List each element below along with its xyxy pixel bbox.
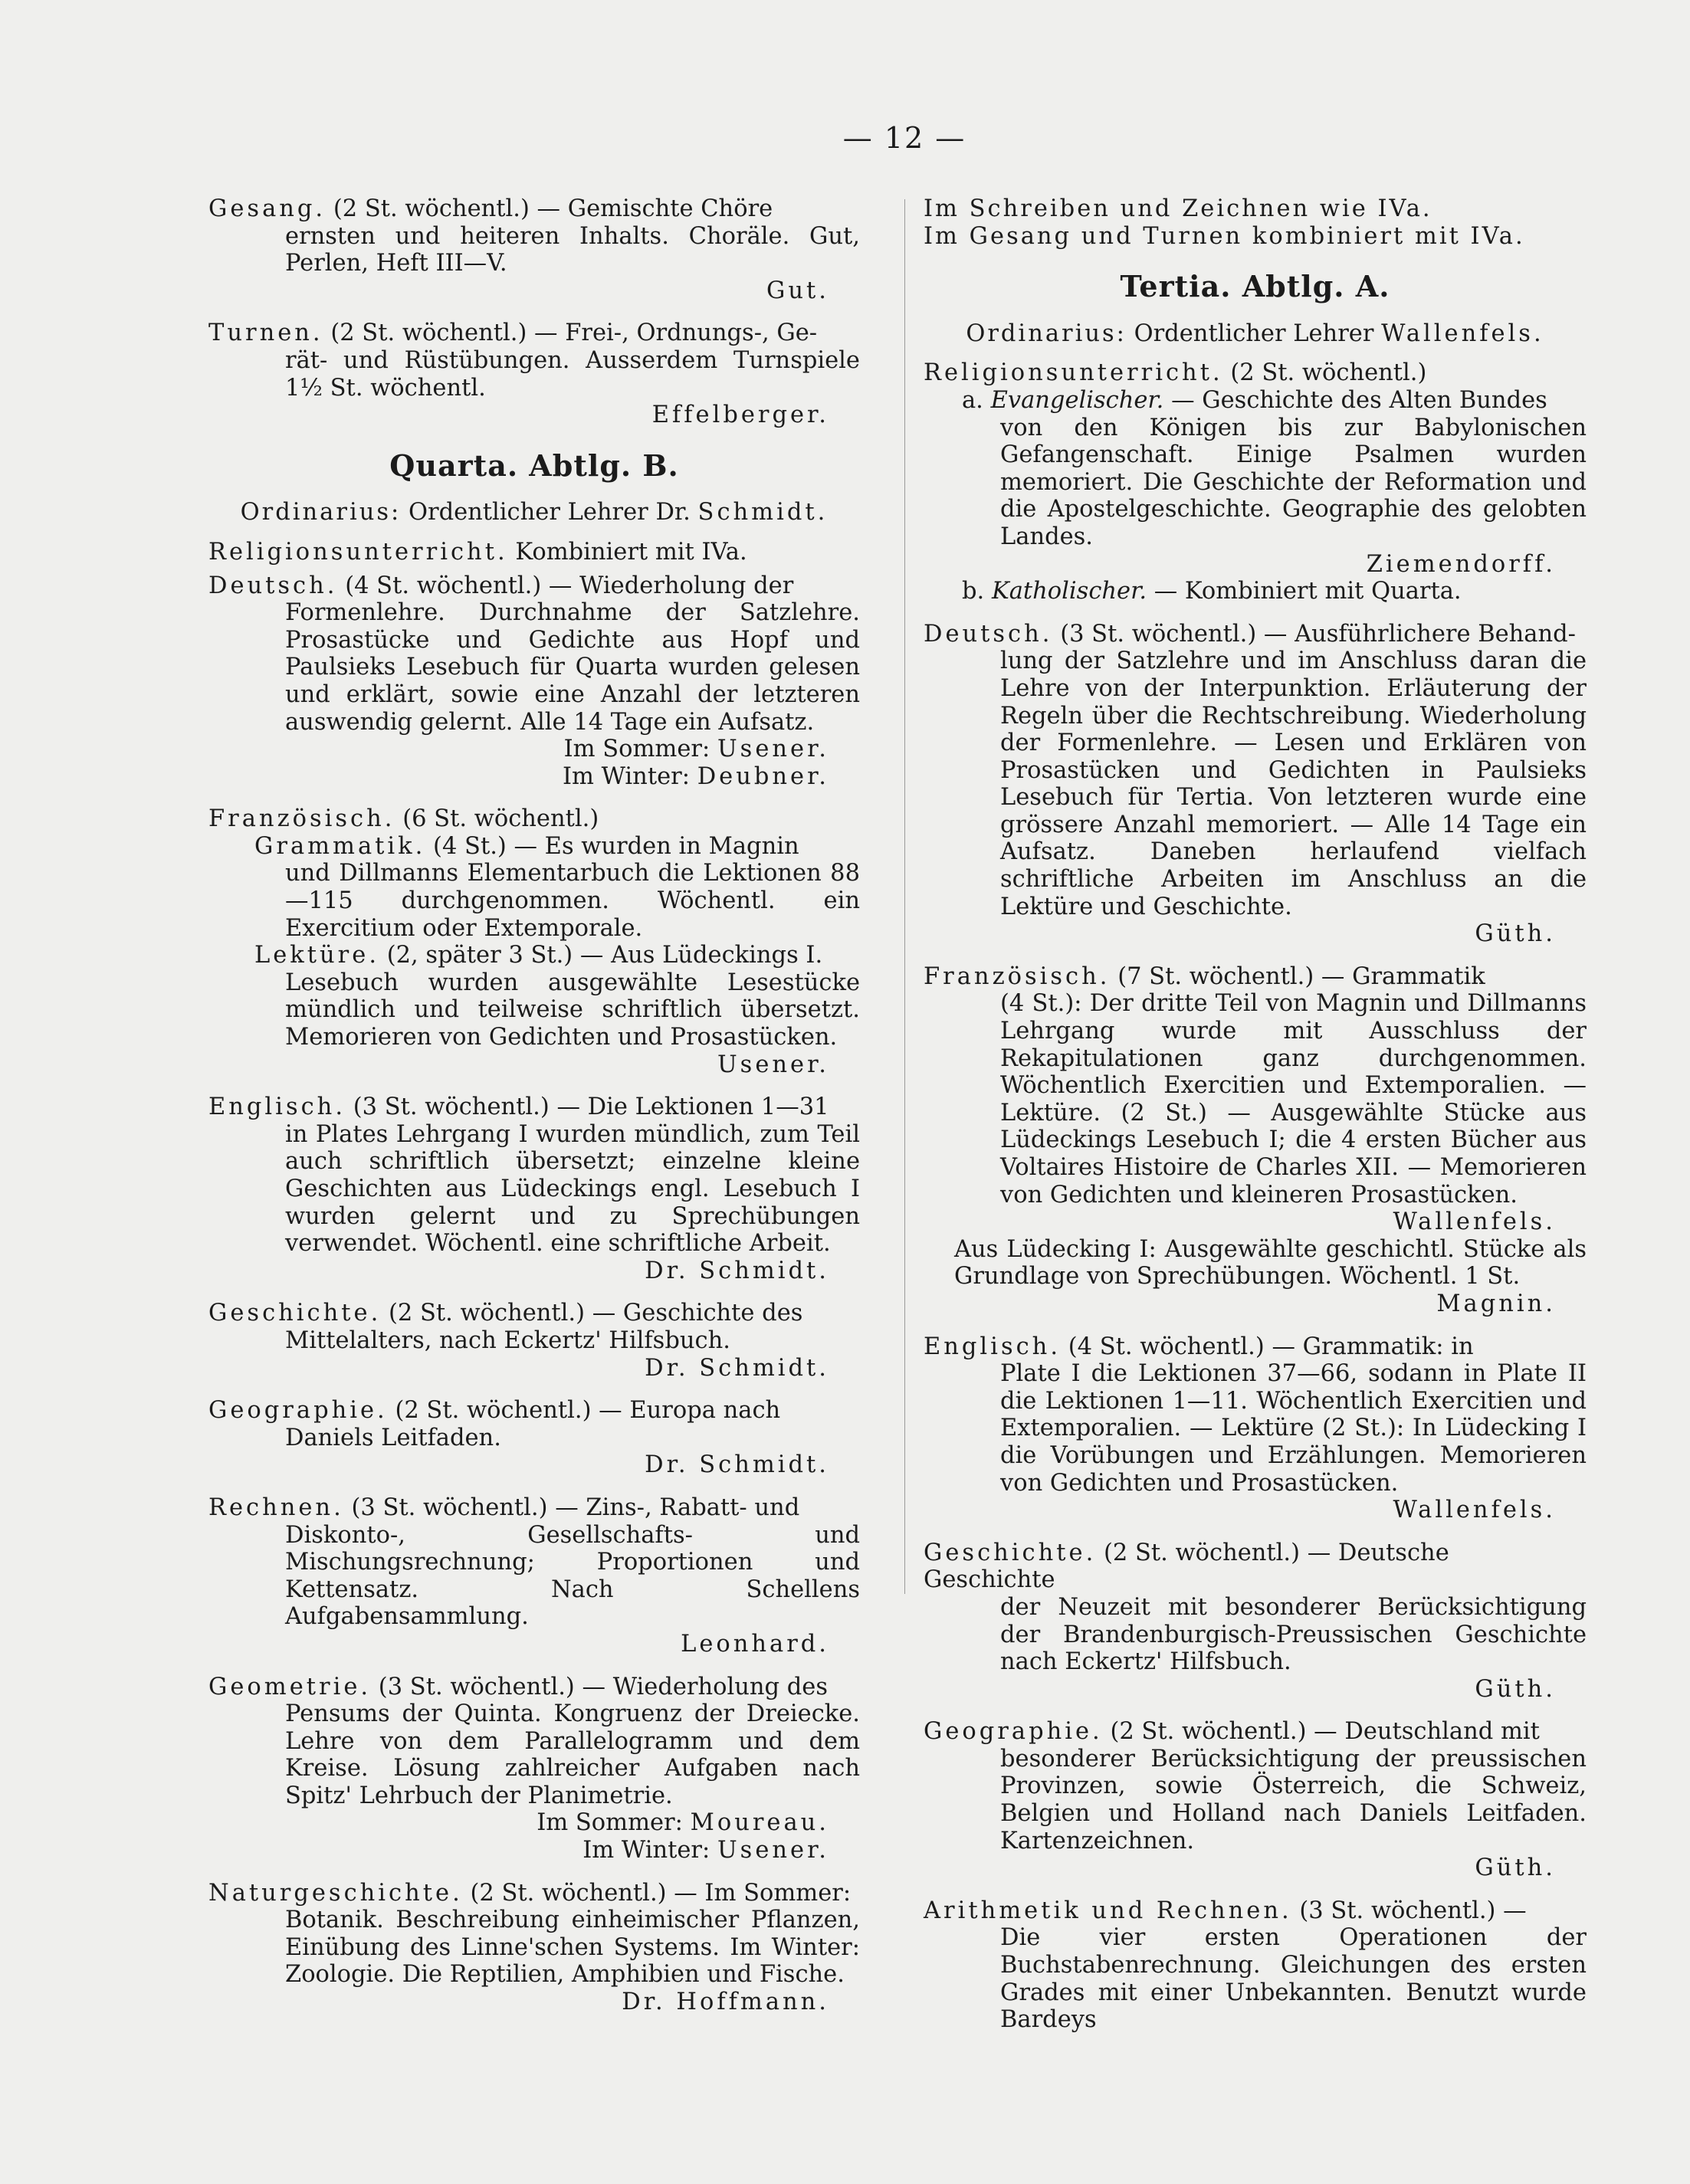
subject-rechnen: [208, 1494, 860, 1658]
teacher-name: Magnin.: [1436, 1290, 1556, 1317]
subject-body: Pensums der Quinta. Kongruenz der Dreiecke. Lehre von dem Parallelogramm und dem Kreise. Lösung zahlreicher Aufgaben nach Spitz' Lehrbuch der Planimetrie.: [285, 1700, 860, 1809]
franzoesisch-grammatik: [208, 833, 860, 942]
ordinarius-line: [208, 499, 860, 526]
subject-label: Geographie.: [924, 1718, 1103, 1746]
term-label: Im Sommer:: [537, 1809, 683, 1837]
subject-label: Geographie.: [208, 1397, 388, 1425]
subject-label: Französisch.: [208, 805, 395, 833]
subject-first-line: (2 St. wöchentl.) — Deutsche Geschichte: [924, 1539, 1449, 1594]
column-divider: [904, 199, 905, 1594]
term-label: Im Winter:: [562, 762, 690, 790]
teacher-summer: [208, 1809, 860, 1837]
teacher-name: Moureau.: [690, 1809, 829, 1837]
teacher-name: Dr. Hoffmann.: [622, 1989, 829, 2016]
subject-first-line: (3 St. wöchentl.) —: [1299, 1897, 1527, 1924]
subject-body: (4 St.): Der dritte Teil von Magnin und Dillmanns Lehrgang wurde mit Ausschluss der Rekapitulationen ganz durchgenommen. Wöchentlich Exercitien und Extemporalien. — Lektüre. (2 St.) — Ausgewählte Stücke aus Lüdeckings Lesebuch I; die 4 ersten Bücher aus Voltaires Histoire de Charles XII. — Memorieren von Gedichten und kleineren Prosastücken.: [1000, 990, 1587, 1208]
subject-body: Die vier ersten Operationen der Buchstabenrechnung. Gleichungen des ersten Grades mit einer Unbekannten. Benutzt wurde Bardeys: [1000, 1924, 1587, 2034]
subject-first-line: (3 St. wöchentl.) — Zins-, Rabatt- und: [351, 1494, 800, 1521]
subject-turnen: [208, 320, 860, 428]
sub-label: Grammatik.: [254, 832, 426, 860]
subject-first-line: (2 St. wöchentl.) — Frei-, Ordnungs-, Ge-: [330, 320, 818, 347]
sub-body: Lesebuch wurden ausgewählte Lesestücke mündlich und teilweise schriftlich übersetzt. Memorieren von Gedichten und Prosastücken.: [285, 969, 860, 1051]
teacher-name: Dr. Schmidt.: [645, 1451, 829, 1479]
subject-body: besonderer Berücksichtigung der preussischen Provinzen, sowie Österreich, die Schweiz, Belgien und Holland nach Daniels Leitfaden. Kartenzeichnen.: [1000, 1745, 1587, 1854]
subject-first-line: (2 St. wöchentl.) — Im Sommer:: [470, 1879, 852, 1907]
sub-first-line: — Kombiniert mit Quarta.: [1153, 578, 1462, 605]
subject-first-line: (2 St. wöchentl.) — Geschichte des: [388, 1300, 803, 1327]
sub-first-line: (4 St.) — Es wurden in Magnin: [433, 832, 799, 860]
subject-body: Formenlehre. Durchnahme der Satzlehre. Prosastücke und Gedichte aus Hopf und Paulsieks Lesebuch für Quarta wurden gelesen und erklärt, sowie eine Anzahl der letzteren auswendig gelernt. Alle 14 Tage ein Aufsatz.: [285, 599, 860, 736]
subject-label: Französisch.: [924, 962, 1111, 990]
subject-religion: [924, 359, 1587, 605]
subject-first-line: (3 St. wöchentl.) — Wiederholung des: [378, 1673, 828, 1700]
teacher-winter: [208, 763, 860, 791]
subject-geographie: [924, 1718, 1587, 1882]
sub-body: von den Königen bis zur Babylonischen Gefangenschaft. Einige Psalmen wurden memoriert. Die Geschichte der Reformation und die Apostelgeschichte. Geographie des gelobten Landes.: [1000, 414, 1587, 550]
subject-body: in Plates Lehrgang I wurden mündlich, zum Teil auch schriftlich übersetzt; einzelne kleine Geschichten aus Lüdeckings engl. Lesebuch I wurden gelernt und zu Sprechübungen verwendet. Wöchentl. eine schriftliche Arbeit.: [285, 1120, 860, 1258]
subject-label: Geschichte.: [924, 1539, 1097, 1566]
teacher-name: Dr. Schmidt.: [645, 1257, 829, 1284]
subject-first-line: (4 St. wöchentl.) — Wiederholung der: [345, 572, 794, 599]
teacher-summer: [208, 736, 860, 763]
subject-label: Deutsch.: [924, 620, 1053, 648]
subject-body: Mittelalters, nach Eckertz' Hilfsbuch.: [285, 1326, 730, 1354]
subject-first-line: (2 St. wöchentl.) — Europa nach: [395, 1397, 781, 1425]
teacher-name: Effelberger.: [651, 402, 829, 429]
ordinarius-name: Schmidt.: [697, 499, 829, 526]
subject-label: Englisch.: [208, 1094, 346, 1121]
subject-extra: Aus Lüdecking I: Ausgewählte geschichtl. Stücke als Grundlage von Sprechübungen. Wöchentl. 1 St.: [954, 1235, 1587, 1290]
sub-first-line: — Geschichte des Alten Bundes: [1171, 386, 1547, 414]
subject-body: Botanik. Beschreibung einheimischer Pflanzen, Einübung des Linne'schen Systems. Im Winter: Zoologie. Die Reptilien, Amphibien und Fische.: [285, 1907, 860, 1989]
subject-label: Rechnen.: [208, 1494, 344, 1521]
franzoesisch-lektuere: [208, 942, 860, 1051]
subject-label: Religionsunterricht.: [924, 359, 1223, 387]
subject-arithmetik: [924, 1897, 1587, 2034]
section-heading-tertia: Tertia. Abtlg. A.: [1120, 269, 1390, 304]
right-column: [924, 195, 1587, 2049]
subject-franzoesisch: [208, 805, 860, 1078]
teacher-name: Wallenfels.: [1393, 1497, 1556, 1524]
subject-deutsch: [208, 572, 860, 791]
section-heading-quarta: Quarta. Abtlg. B.: [389, 448, 679, 483]
ordinarius-label: Ordinarius:: [966, 320, 1127, 347]
sub-first-line: (2, später 3 St.) — Aus Lüdeckings I.: [386, 942, 823, 969]
subject-gesang: [208, 195, 860, 304]
teacher-name: Deubner.: [697, 762, 829, 790]
ordinarius-text: Ordentlicher Lehrer Dr.: [408, 499, 691, 526]
teacher-name: Güth.: [1475, 1675, 1556, 1703]
subject-religion: [208, 539, 860, 566]
gesang-line: Im Gesang und Turnen kombiniert mit IVa.: [924, 222, 1525, 250]
subject-label: Religionsunterricht.: [208, 538, 508, 566]
subject-first-line: (6 St. wöchentl.): [402, 805, 599, 833]
subject-deutsch: [924, 621, 1587, 948]
sub-body: und Dillmanns Elementarbuch die Lektionen 88—115 durchgenommen. Wöchentl. ein Exercitium oder Extemporale.: [285, 860, 860, 942]
subject-label: Naturgeschichte.: [208, 1879, 463, 1907]
subject-first-line: (3 St. wöchentl.) — Ausführlichere Behand-: [1060, 620, 1576, 648]
religion-evangelisch: [924, 387, 1587, 578]
list-marker: b.: [962, 578, 985, 605]
subject-geographie: [208, 1397, 860, 1479]
subject-body: lung der Satzlehre und im Anschluss daran die Lehre von der Interpunktion. Erläuterung der Regeln über die Rechtschreibung. Wiederholung der Formenlehre. — Lesen und Erklären von Prosastücken und Gedichten in Paulsieks Lesebuch für Tertia. Von letzteren wurde eine grössere Anzahl memoriert. — Alle 14 Tage ein Aufsatz. Daneben herlaufend vielfach schriftliche Arbeiten im Anschluss an die Lektüre und Geschichte.: [1000, 648, 1587, 920]
subject-englisch: [208, 1094, 860, 1284]
ordinarius-label: Ordinarius:: [240, 499, 402, 526]
subject-label: Gesang.: [208, 195, 327, 222]
teacher-name: Usener.: [717, 736, 829, 763]
sub-label: Lektüre.: [254, 942, 380, 969]
subject-body: rät- und Rüstübungen. Ausserdem Turnspiele 1½ St. wöchentl.: [285, 346, 860, 402]
ordinarius-line: [924, 320, 1587, 348]
subject-first-line: (2 St. wöchentl.) — Gemischte Chöre: [333, 195, 773, 222]
subject-first-line: (2 St. wöchentl.) — Deutschland mit: [1110, 1718, 1540, 1746]
schreiben-line: Im Schreiben und Zeichnen wie IVa.: [924, 195, 1432, 222]
subject-label: Turnen.: [208, 320, 323, 347]
subject-first-line: (3 St. wöchentl.) — Die Lektionen 1—31: [353, 1094, 829, 1121]
teacher-name: Leonhard.: [681, 1630, 829, 1658]
ordinarius-text: Ordentlicher Lehrer: [1134, 320, 1374, 347]
subject-naturgeschichte: [208, 1880, 860, 2016]
subject-first-line: (4 St. wöchentl.) — Grammatik: in: [1068, 1333, 1474, 1360]
teacher-name: Dr. Schmidt.: [645, 1354, 829, 1382]
teacher-name: Gut.: [766, 277, 829, 304]
term-label: Im Sommer:: [563, 736, 710, 763]
subject-label: Englisch.: [924, 1333, 1062, 1360]
subject-first-line: (7 St. wöchentl.) — Grammatik: [1117, 962, 1485, 990]
teacher-name: Usener.: [717, 1051, 829, 1078]
subject-label: Geschichte.: [208, 1300, 382, 1327]
teacher-name: Ziemendorff.: [1366, 550, 1556, 578]
ordinarius-name: Wallenfels.: [1381, 320, 1544, 347]
subject-label: Arithmetik und Rechnen.: [924, 1897, 1292, 1924]
teacher-name: Usener.: [717, 1837, 829, 1864]
subject-first-line: (2 St. wöchentl.): [1230, 359, 1427, 387]
teacher-name: Güth.: [1475, 1854, 1556, 1882]
teacher-name: Wallenfels.: [1393, 1208, 1556, 1236]
sub-label: Evangelischer.: [990, 386, 1164, 414]
term-label: Im Winter:: [582, 1837, 710, 1864]
subject-body: Daniels Leitfaden.: [285, 1424, 501, 1451]
subject-body: ernsten und heiteren Inhalts. Choräle. Gut, Perlen, Heft III—V.: [285, 222, 860, 277]
subject-label: Geometrie.: [208, 1673, 372, 1700]
subject-englisch: [924, 1333, 1587, 1524]
subject-body: Plate I die Lektionen 37—66, sodann in Plate II die Lektionen 1—11. Wöchentlich Exercitien und Extemporalien. — Lektüre (2 St.): In Lüdecking I die Vorübungen und Erzählungen. Memorieren von Gedichten und Prosastücken.: [1000, 1360, 1587, 1497]
subject-franzoesisch: [924, 963, 1587, 1318]
page-number: — 12 —: [842, 121, 966, 155]
subject-label: Deutsch.: [208, 572, 338, 599]
list-marker: a.: [962, 386, 983, 414]
subject-body: der Neuzeit mit besonderer Berücksichtigung der Brandenburgisch-Preussischen Geschichte nach Eckertz' Hilfsbuch.: [1000, 1593, 1587, 1676]
teacher-name: Güth.: [1475, 920, 1556, 948]
left-column: [208, 195, 860, 2032]
teacher-winter: [208, 1837, 860, 1864]
religion-katholisch: [924, 578, 1587, 605]
subject-geometrie: [208, 1674, 860, 1864]
subject-geschichte: [924, 1540, 1587, 1704]
subject-first-line: Kombiniert mit IVa.: [515, 538, 747, 566]
subject-geschichte: [208, 1300, 860, 1382]
sub-label: Katholischer.: [991, 578, 1147, 605]
subject-body: Diskonto-, Gesellschafts- und Mischungsrechnung; Proportionen und Kettensatz. Nach Schellens Aufgabensammlung.: [285, 1521, 860, 1631]
